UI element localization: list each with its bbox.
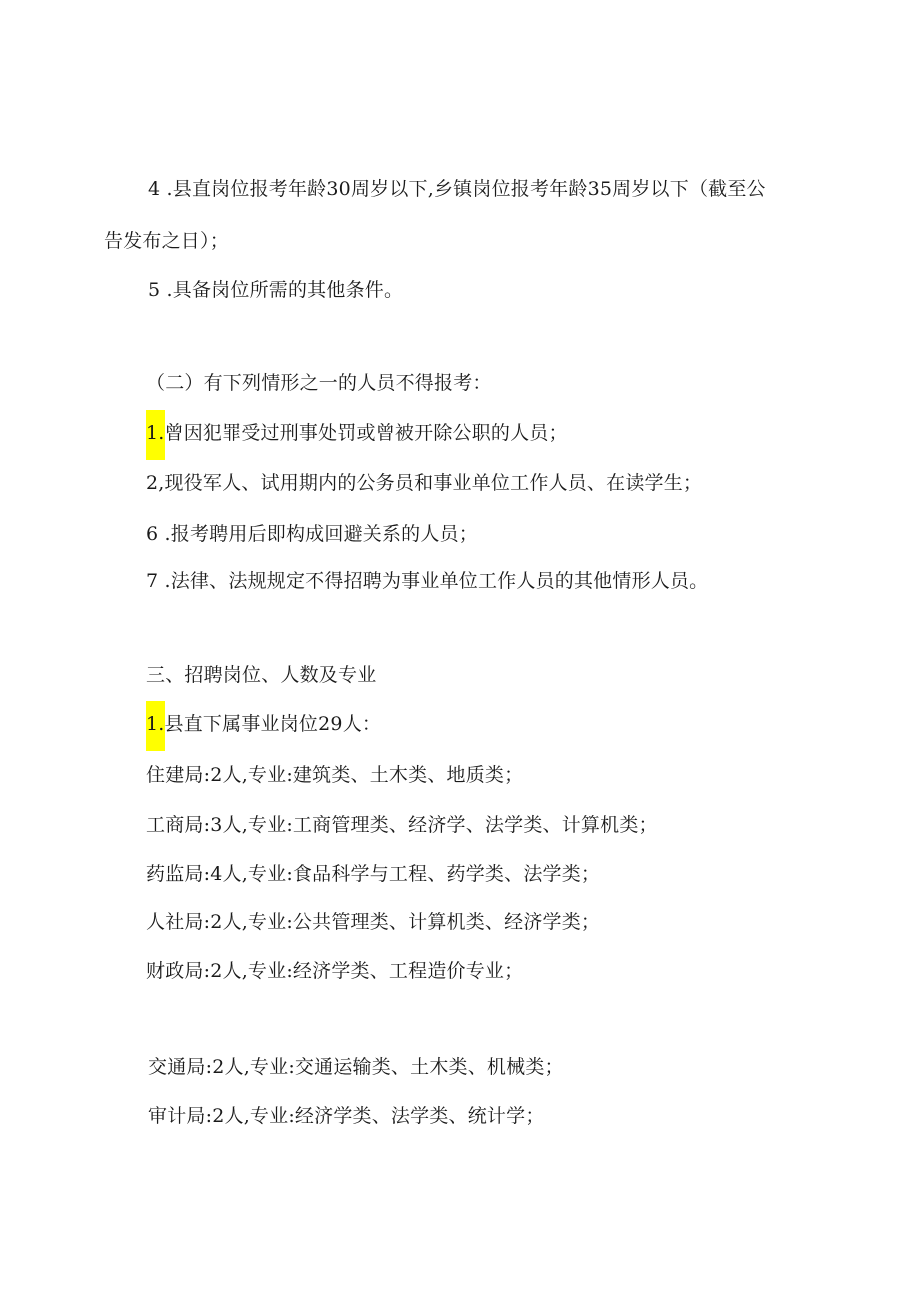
- exclusion-item-7: 7 .法律、法规规定不得招聘为事业单位工作人员的其他情形人员。: [146, 570, 709, 592]
- requirement-item-5: 5 .具备岗位所需的其他条件。: [148, 279, 404, 301]
- department-row: 工商局:3人,专业:工商管理类、经济学、法学类、计算机类；: [146, 814, 658, 836]
- exclusion-item-6: 6 .报考聘用后即构成回避关系的人员；: [146, 523, 478, 545]
- highlight-marker: 1.: [146, 410, 165, 460]
- department-row: 住建局:2人,专业:建筑类、土木类、地质类；: [146, 764, 524, 786]
- exclusions-heading: （二）有下列情形之一的人员不得报考：: [146, 372, 492, 394]
- positions-heading: 三、招聘岗位、人数及专业: [146, 664, 377, 686]
- age-requirement-line: 4 .县直岗位报考年龄30周岁以下,乡镇岗位报考年龄35周岁以下（截至公: [148, 178, 766, 200]
- department-row: 交通局:2人,专业:交通运输类、土木类、机械类；: [148, 1056, 564, 1078]
- exclusion-item-1: [146, 410, 568, 460]
- department-row: 财政局:2人,专业:经济学类、工程造价专业；: [146, 960, 524, 982]
- positions-item-1-text: 县直下属事业岗位29人：: [164, 713, 382, 735]
- age-requirement-continuation: 告发布之日）；: [104, 230, 229, 252]
- department-row: 审计局:2人,专业:经济学类、法学类、统计学；: [148, 1105, 545, 1127]
- exclusion-item-2: 2,现役军人、试用期内的公务员和事业单位工作人员、在读学生；: [146, 472, 703, 494]
- department-row: 药监局:4人,专业:食品科学与工程、药学类、法学类；: [146, 863, 601, 885]
- positions-item-1: [146, 701, 381, 751]
- exclusion-item-1-text: 曾因犯罪受过刑事处罚或曾被开除公职的人员；: [164, 422, 568, 444]
- department-row: 人社局:2人,专业:公共管理类、计算机类、经济学类；: [146, 911, 601, 933]
- highlight-marker: 1.: [146, 701, 165, 751]
